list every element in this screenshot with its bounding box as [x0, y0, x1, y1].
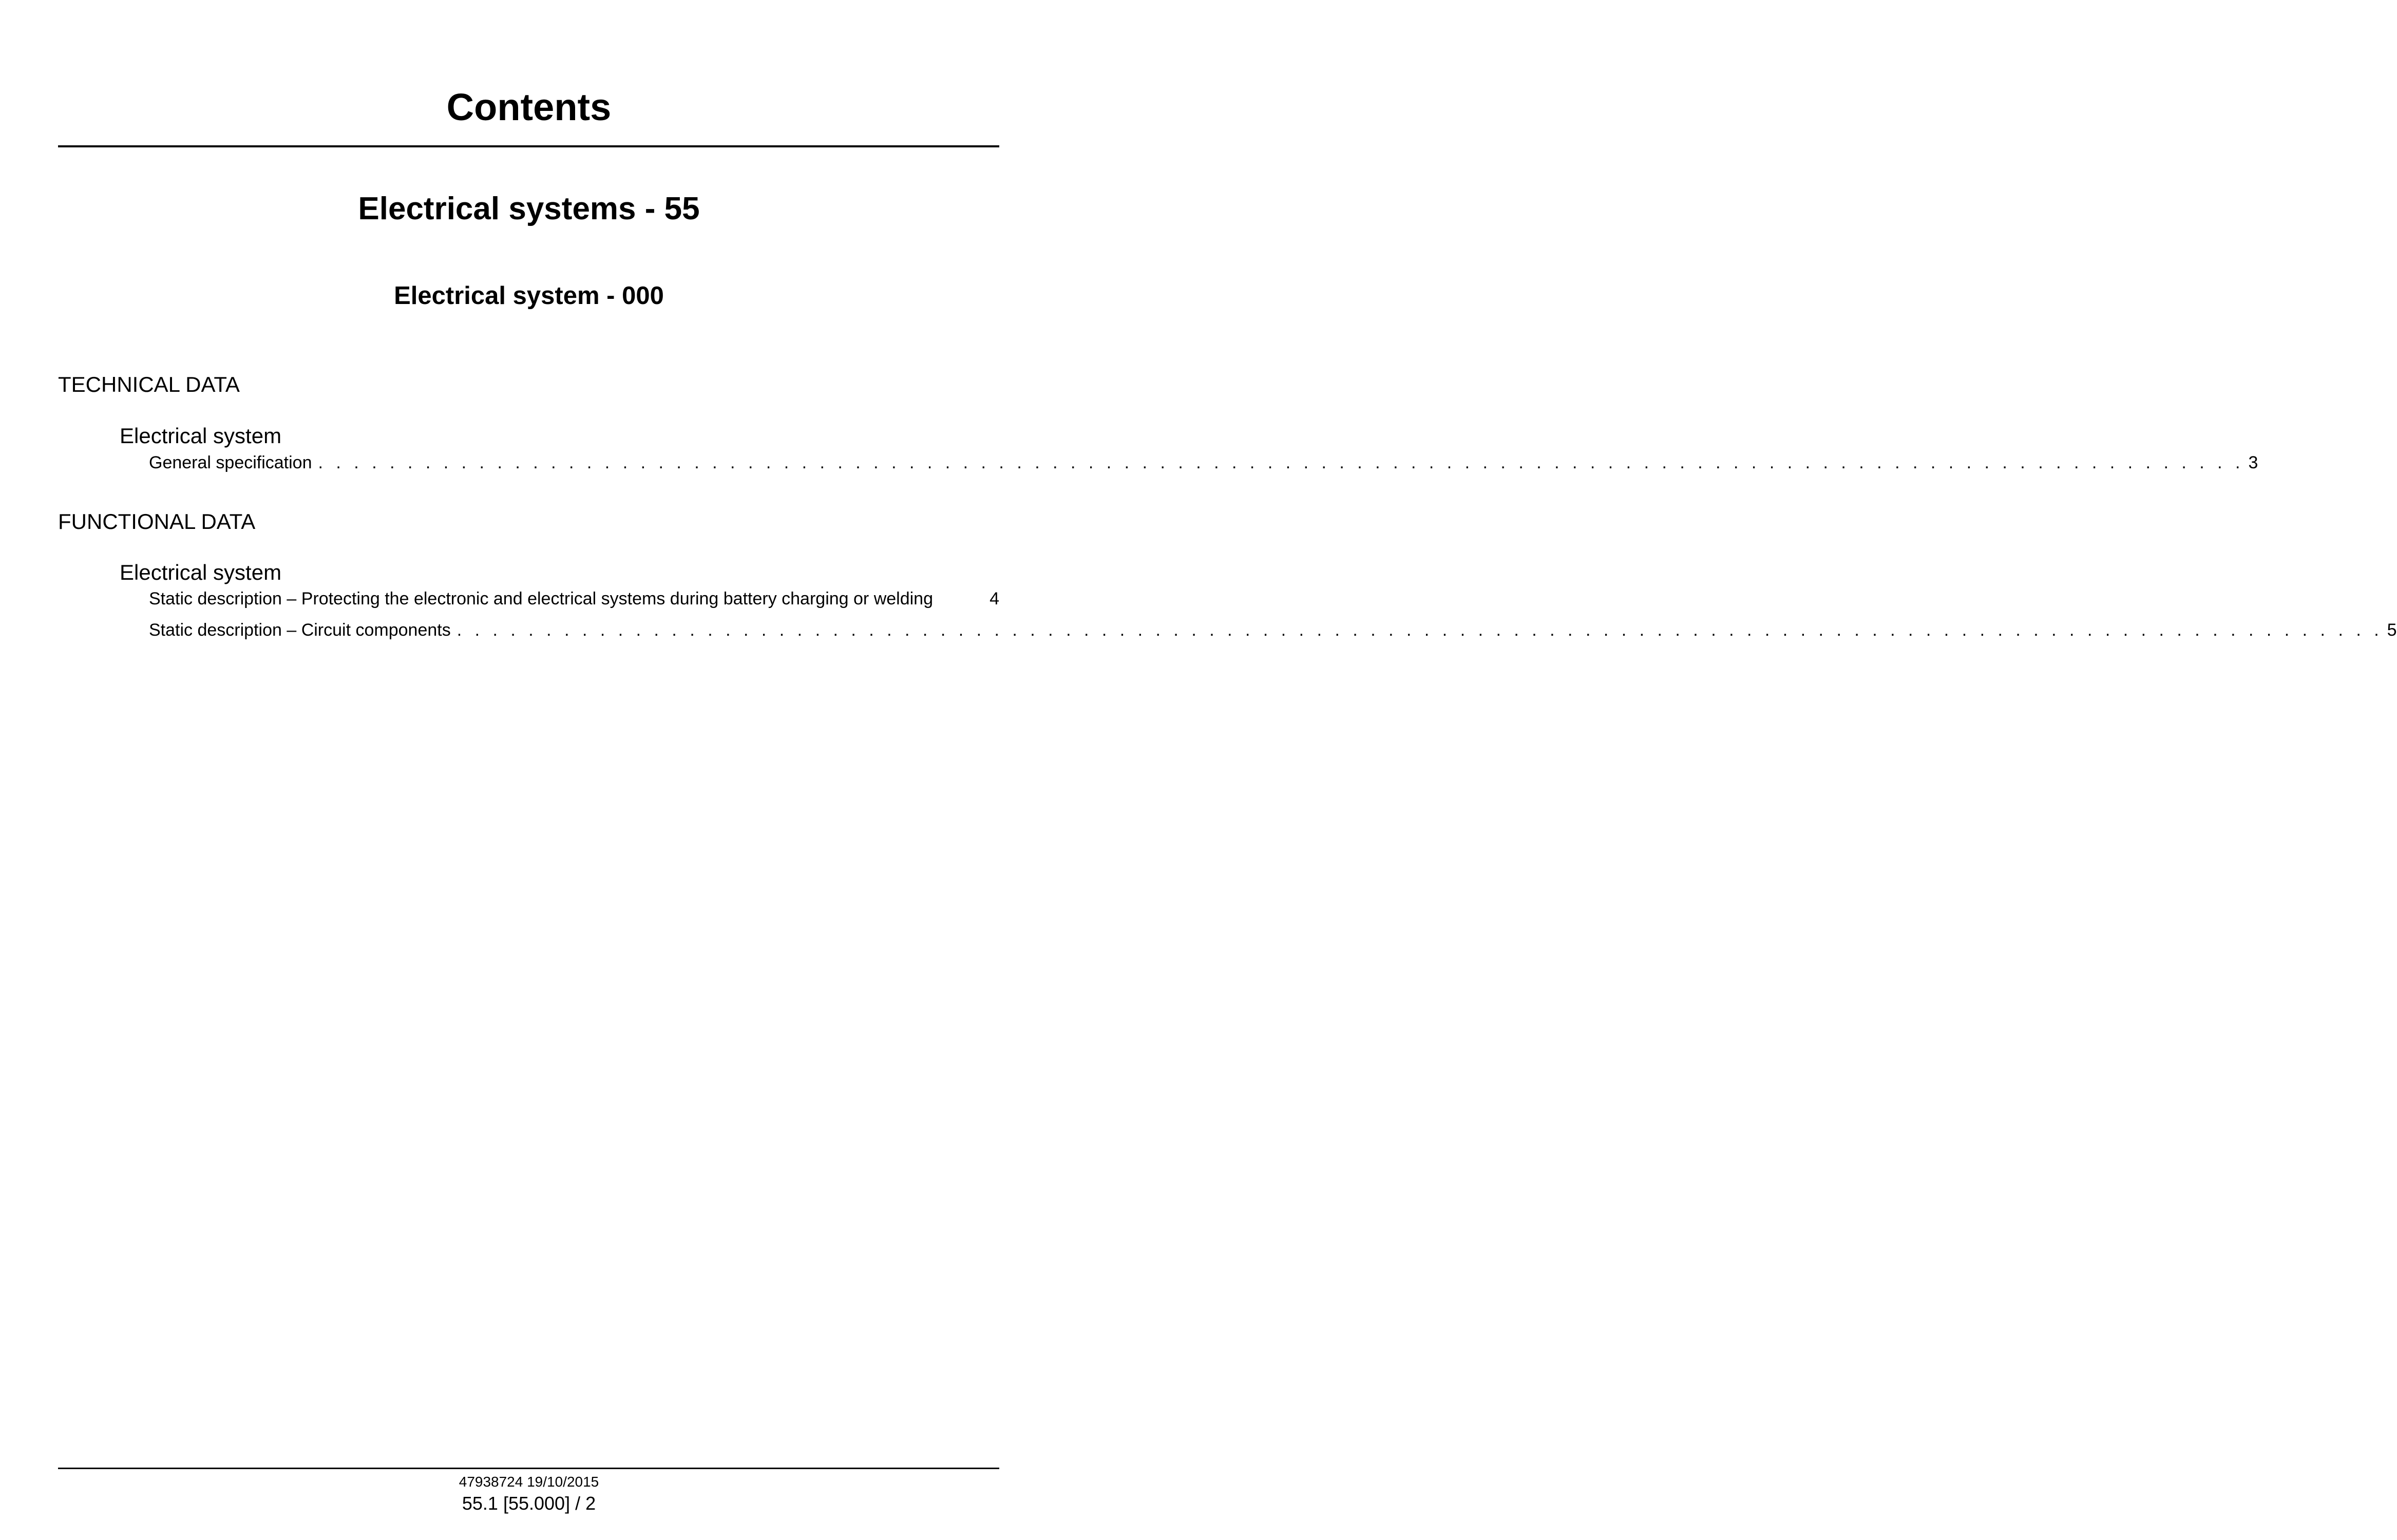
page-title: Contents: [446, 86, 612, 128]
dot-leader: . . . . . . . . . . . . . . . . . . . . . . . . . . . . . . . . . . . . . . . . . . . . . . . . . . . . . . . . . . . . . . . . . . . . . . . . . . . . . . . . . . . . . . . . . . . . . . . . . . . . . . . . . . . .: [318, 453, 2244, 472]
toc-entry-page: 3: [2248, 453, 2258, 472]
subsection-title: Electrical system - 000: [394, 282, 664, 310]
toc-entry-label: Static description – Protecting the electronic and electrical systems during battery charging or welding: [149, 589, 933, 609]
footer-page-reference: 55.1 [55.000] / 2: [462, 1493, 596, 1514]
group-heading: Electrical system: [120, 560, 282, 584]
toc-entry[interactable]: [149, 452, 2258, 473]
toc-entry[interactable]: [149, 588, 999, 610]
footer-divider: [58, 1468, 999, 1469]
title-divider: [58, 145, 999, 147]
toc-entry-page: 4: [990, 589, 999, 609]
category-technical-data: TECHNICAL DATA: [58, 372, 240, 396]
toc-entry-label: Static description – Circuit components: [149, 620, 451, 640]
footer-document-reference: 47938724 19/10/2015: [459, 1474, 599, 1490]
section-title: Electrical systems - 55: [358, 191, 700, 226]
toc-entry-label: General specification: [149, 453, 312, 472]
category-functional-data: FUNCTIONAL DATA: [58, 509, 256, 534]
toc-entry-page: 5: [2387, 620, 2397, 640]
toc-entry[interactable]: [149, 620, 2397, 641]
group-heading: Electrical system: [120, 424, 282, 448]
dot-leader: . . . . . . . . . . . . . . . . . . . . . . . . . . . . . . . . . . . . . . . . . . . . . . . . . . . . . . . . . . . . . . . . . . . . . . . . . . . . . . . . . . . . . . . . . . . . . . . . . . . . . . . . . . . .: [456, 620, 2383, 640]
